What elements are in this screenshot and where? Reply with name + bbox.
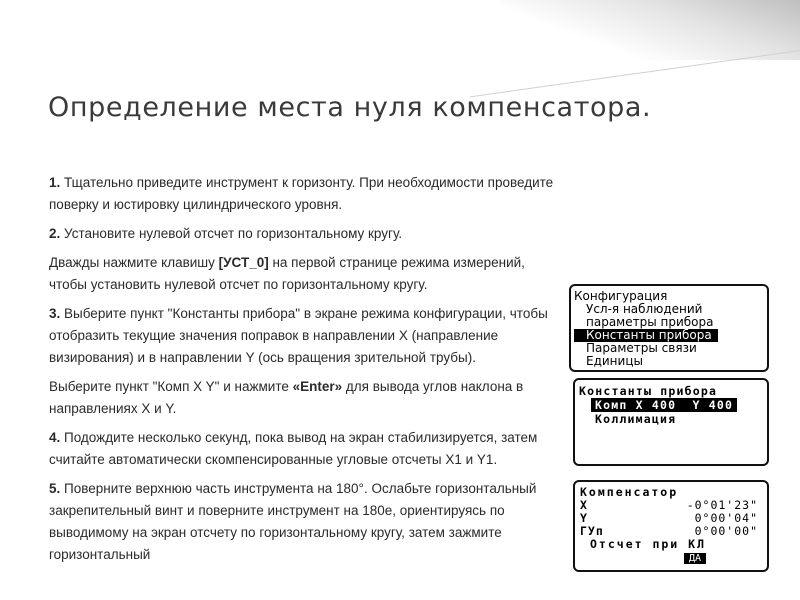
paragraph-press-key bbox=[49, 252, 559, 296]
screen-prompt: Отсчет при КЛ bbox=[590, 537, 707, 551]
text: Дважды нажмите клавишу bbox=[49, 255, 219, 270]
step-4 bbox=[49, 427, 559, 471]
reading-value: 0°00'00" bbox=[694, 524, 758, 538]
step-text: Установите нулевой отсчет по горизонтальному кругу. bbox=[60, 226, 403, 241]
menu-item: Единицы bbox=[586, 354, 643, 368]
menu-item-selected: Константы прибора bbox=[574, 329, 718, 342]
key-name: [УСТ_0] bbox=[218, 255, 269, 270]
step-text: Поверните верхнюю часть инструмента на 180°. Ослабьте горизонтальный закрепительный винт и поверните инструмент на 180е, ориентируясь по выводимому на экран отсчету по горизонтальному кругу, затем зажмите горизонтальный bbox=[49, 481, 537, 562]
step-1 bbox=[49, 172, 559, 216]
step-3 bbox=[49, 303, 559, 369]
reading-label: X bbox=[580, 498, 588, 512]
text: Выберите пункт "Комп X Y" и нажмите bbox=[49, 379, 293, 394]
screen-header: Компенсатор bbox=[580, 485, 679, 499]
menu-item-selected: Комп X 400 Y 400 bbox=[591, 398, 737, 412]
screen-header: Константы прибора bbox=[579, 384, 718, 398]
reading-value: -0°01'23" bbox=[686, 498, 758, 512]
menu-item: Коллимация bbox=[595, 412, 677, 426]
page-title: Определение места нуля компенсатора. bbox=[48, 92, 652, 123]
text: для вывода углов наклона в направлениях X и Y. bbox=[49, 379, 524, 416]
menu-item: Параметры связи bbox=[586, 341, 697, 355]
step-number: 3. bbox=[49, 306, 61, 321]
menu-item: Усл-я наблюдений bbox=[586, 302, 703, 316]
key-name: «Enter» bbox=[292, 379, 343, 394]
step-number: 1. bbox=[49, 175, 61, 190]
lcd-screen-compensator bbox=[573, 480, 769, 572]
step-text: Подождите несколько секунд, пока вывод на экран стабилизируется, затем считайте автоматически скомпенсированные угловые отсчеты X1 и Y1. bbox=[49, 430, 538, 467]
step-number: 2. bbox=[49, 226, 61, 241]
text: на первой странице режима измерений, чтобы установить нулевой отсчет по горизонтальному кругу. bbox=[49, 255, 525, 292]
reading-value: 0°00'04" bbox=[694, 511, 758, 525]
yes-softkey: ДА bbox=[684, 553, 706, 564]
lcd-screen-instrument-constants bbox=[573, 378, 769, 466]
instructions-text bbox=[49, 172, 559, 573]
menu-item: параметры прибора bbox=[586, 315, 714, 329]
reading-label: Y bbox=[580, 511, 588, 525]
step-number: 4. bbox=[49, 430, 61, 445]
step-5 bbox=[49, 478, 559, 566]
lcd-screen-configuration bbox=[569, 284, 769, 372]
reading-label: ГУп bbox=[580, 524, 604, 538]
screen-header: Конфигурация bbox=[574, 289, 668, 303]
step-2 bbox=[49, 223, 559, 245]
step-number: 5. bbox=[49, 481, 61, 496]
paragraph-select-item bbox=[49, 376, 559, 420]
step-text: Тщательно приведите инструмент к горизонту. При необходимости проведите поверку и юстировку цилиндрического уровня. bbox=[49, 175, 554, 212]
step-text: Выберите пункт "Константы прибора" в экране режима конфигурации, чтобы отобразить текущие значения поправок в направлении X (направление визирования) и в направлении Y (ось вращения зрительной трубы). bbox=[49, 306, 548, 365]
